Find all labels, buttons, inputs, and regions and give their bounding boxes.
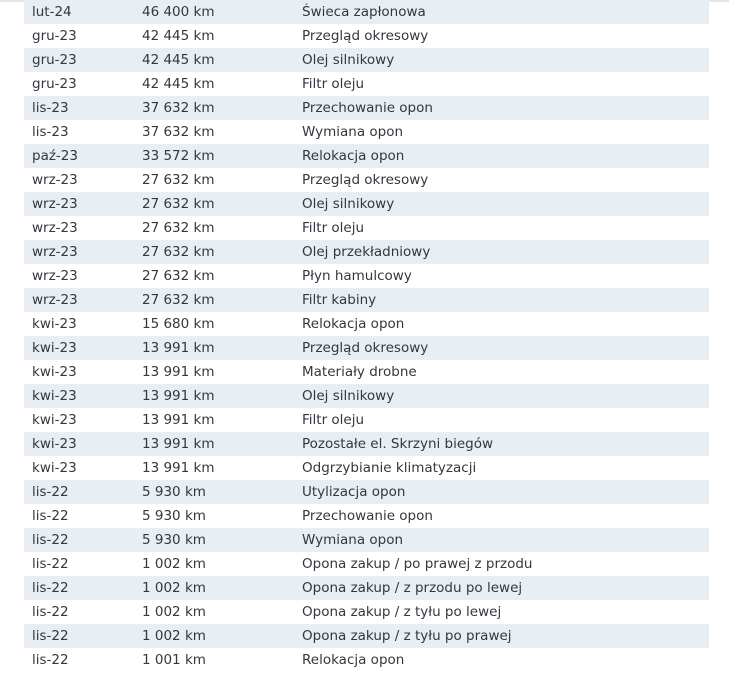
table-row <box>24 384 709 408</box>
mileage-cell: 42 445 km <box>142 76 215 92</box>
date-cell: kwi-23 <box>32 436 77 452</box>
table-row <box>24 72 709 96</box>
date-cell: kwi-23 <box>32 460 77 476</box>
date-cell: lis-23 <box>32 100 69 116</box>
mileage-cell: 1 002 km <box>142 556 206 572</box>
mileage-cell: 15 680 km <box>142 316 215 332</box>
service-cell: Świeca zapłonowa <box>302 4 426 20</box>
mileage-cell: 27 632 km <box>142 172 215 188</box>
service-cell: Filtr oleju <box>302 76 365 92</box>
table-row <box>24 360 709 384</box>
table-row <box>24 192 709 216</box>
service-cell: Opona zakup / z tyłu po lewej <box>302 604 502 620</box>
service-cell: Opona zakup / z przodu po lewej <box>302 580 523 596</box>
table-row <box>24 264 709 288</box>
date-cell: lis-22 <box>32 484 69 500</box>
mileage-cell: 1 002 km <box>142 580 206 596</box>
service-history-table <box>24 0 709 672</box>
date-cell: wrz-23 <box>32 268 78 284</box>
service-history-rows <box>24 0 709 672</box>
mileage-cell: 37 632 km <box>142 124 215 140</box>
mileage-cell: 5 930 km <box>142 484 206 500</box>
date-cell: gru-23 <box>32 52 77 68</box>
mileage-cell: 1 001 km <box>142 652 206 668</box>
date-cell: kwi-23 <box>32 340 77 356</box>
table-row <box>24 480 709 504</box>
table-row <box>24 456 709 480</box>
table-row <box>24 144 709 168</box>
service-cell: Relokacja opon <box>302 316 405 332</box>
service-cell: Utylizacja opon <box>302 484 406 500</box>
table-row <box>24 624 709 648</box>
mileage-cell: 13 991 km <box>142 412 215 428</box>
service-cell: Przegląd okresowy <box>302 172 429 188</box>
table-row <box>24 408 709 432</box>
service-cell: Przegląd okresowy <box>302 28 429 44</box>
service-cell: Odgrzybianie klimatyzacji <box>302 460 477 476</box>
table-row <box>24 432 709 456</box>
date-cell: gru-23 <box>32 28 77 44</box>
date-cell: lis-22 <box>32 604 69 620</box>
service-cell: Olej silnikowy <box>302 52 395 68</box>
service-cell: Płyn hamulcowy <box>302 268 412 284</box>
mileage-cell: 13 991 km <box>142 340 215 356</box>
mileage-cell: 13 991 km <box>142 364 215 380</box>
mileage-cell: 13 991 km <box>142 436 215 452</box>
table-row <box>24 120 709 144</box>
service-cell: Przechowanie opon <box>302 100 433 116</box>
service-cell: Olej silnikowy <box>302 388 395 404</box>
table-row <box>24 336 709 360</box>
date-cell: paź-23 <box>32 148 78 164</box>
table-row <box>24 48 709 72</box>
table-row <box>24 96 709 120</box>
mileage-cell: 37 632 km <box>142 100 215 116</box>
mileage-cell: 42 445 km <box>142 52 215 68</box>
date-cell: wrz-23 <box>32 196 78 212</box>
date-cell: kwi-23 <box>32 316 77 332</box>
table-row <box>24 240 709 264</box>
service-cell: Filtr oleju <box>302 412 365 428</box>
table-row <box>24 648 709 672</box>
mileage-cell: 27 632 km <box>142 196 215 212</box>
date-cell: lis-22 <box>32 556 69 572</box>
table-row <box>24 0 709 24</box>
service-cell: Filtr kabiny <box>302 292 377 308</box>
date-cell: wrz-23 <box>32 172 78 188</box>
service-cell: Materiały drobne <box>302 364 417 380</box>
table-row <box>24 552 709 576</box>
mileage-cell: 27 632 km <box>142 268 215 284</box>
mileage-cell: 33 572 km <box>142 148 215 164</box>
service-cell: Opona zakup / po prawej z przodu <box>302 556 533 572</box>
service-cell: Relokacja opon <box>302 652 405 668</box>
mileage-cell: 46 400 km <box>142 4 215 20</box>
date-cell: kwi-23 <box>32 412 77 428</box>
mileage-cell: 5 930 km <box>142 532 206 548</box>
table-row <box>24 216 709 240</box>
date-cell: kwi-23 <box>32 388 77 404</box>
date-cell: wrz-23 <box>32 220 78 236</box>
mileage-cell: 1 002 km <box>142 628 206 644</box>
date-cell: gru-23 <box>32 76 77 92</box>
service-cell: Wymiana opon <box>302 124 404 140</box>
service-cell: Przegląd okresowy <box>302 340 429 356</box>
service-cell: Olej silnikowy <box>302 196 395 212</box>
table-row <box>24 504 709 528</box>
date-cell: wrz-23 <box>32 244 78 260</box>
service-cell: Filtr oleju <box>302 220 365 236</box>
service-cell: Pozostałe el. Skrzyni biegów <box>302 436 494 452</box>
date-cell: lis-22 <box>32 580 69 596</box>
date-cell: lis-22 <box>32 508 69 524</box>
service-cell: Przechowanie opon <box>302 508 433 524</box>
mileage-cell: 27 632 km <box>142 244 215 260</box>
date-cell: lis-22 <box>32 628 69 644</box>
mileage-cell: 42 445 km <box>142 28 215 44</box>
table-row <box>24 576 709 600</box>
mileage-cell: 13 991 km <box>142 460 215 476</box>
table-row <box>24 24 709 48</box>
mileage-cell: 5 930 km <box>142 508 206 524</box>
date-cell: lis-22 <box>32 532 69 548</box>
date-cell: wrz-23 <box>32 292 78 308</box>
service-cell: Olej przekładniowy <box>302 244 431 260</box>
date-cell: lis-22 <box>32 652 69 668</box>
date-cell: lut-24 <box>32 4 72 20</box>
mileage-cell: 1 002 km <box>142 604 206 620</box>
table-row <box>24 600 709 624</box>
date-cell: lis-23 <box>32 124 69 140</box>
mileage-cell: 27 632 km <box>142 292 215 308</box>
service-cell: Wymiana opon <box>302 532 404 548</box>
table-row <box>24 312 709 336</box>
mileage-cell: 13 991 km <box>142 388 215 404</box>
table-row <box>24 168 709 192</box>
service-cell: Opona zakup / z tyłu po prawej <box>302 628 512 644</box>
table-row <box>24 288 709 312</box>
mileage-cell: 27 632 km <box>142 220 215 236</box>
service-cell: Relokacja opon <box>302 148 405 164</box>
table-row <box>24 528 709 552</box>
date-cell: kwi-23 <box>32 364 77 380</box>
